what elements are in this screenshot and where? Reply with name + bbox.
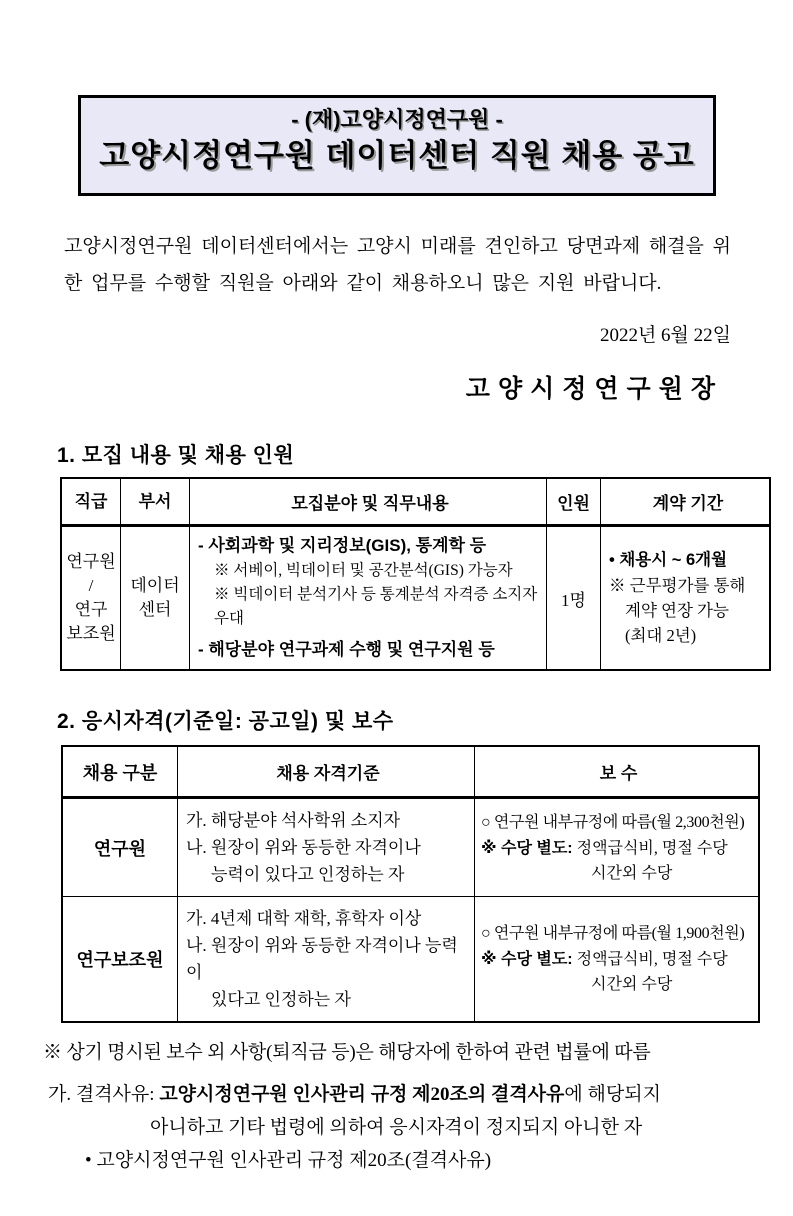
col-header-category: 채용 구분	[62, 746, 178, 798]
announcement-title: 고양시정연구원 데이터센터 직원 채용 공고	[99, 138, 695, 173]
col-header-dept: 부서	[121, 478, 190, 526]
section2-heading: 2. 응시자격(기준일: 공고일) 및 보수	[57, 710, 394, 733]
contract-period-line: • 채용시 ~ 6개월	[609, 551, 728, 569]
cell-category: 연구원	[62, 798, 178, 897]
disqualification-suffix: 에 해당되지	[564, 1084, 661, 1105]
pay-allowance-items: 정액급식비, 명절 수당	[572, 839, 728, 857]
contract-note-line: 계약 연장 가능	[625, 601, 729, 620]
cell-criteria	[178, 897, 475, 1023]
pay-amount-line: ○ 연구원 내부규정에 따름(월 2,300천원)	[481, 813, 745, 831]
col-header-duty: 모집분야 및 직무내용	[190, 478, 547, 526]
cell-dept	[121, 526, 190, 671]
cell-pay	[475, 798, 760, 897]
organization-name: - (재)고양시정연구원 -	[291, 107, 503, 132]
duty-task-line: - 해당분야 연구과제 수행 및 연구지원 등	[198, 640, 495, 659]
pay-overtime-line: 시간외 수당	[591, 864, 673, 882]
recruitment-table	[60, 477, 771, 671]
disqualification-prefix: 가. 결격사유:	[48, 1084, 160, 1105]
qualification-row-assistant	[62, 897, 759, 1023]
pay-allowance-line	[481, 947, 756, 972]
cell-rank	[61, 526, 121, 671]
contract-note-line: ※ 근무평가를 통해	[609, 576, 746, 595]
contract-note-line: (최대 2년)	[625, 626, 697, 645]
criteria-line: 나. 원장이 위와 동등한 자격이나 능력이	[186, 936, 458, 982]
pay-allowance-label: ※ 수당 별도:	[481, 839, 573, 857]
disqualification-line1	[48, 1078, 748, 1111]
rank-line: 연구원	[66, 552, 116, 571]
duty-note-line: ※ 빅데이터 분석기사 등 통계분석 자격증 소지자 우대	[214, 586, 538, 627]
pay-allowance-items: 정액급식비, 명절 수당	[572, 951, 728, 968]
criteria-line: 가. 4년제 대학 재학, 휴학자 이상	[186, 909, 422, 928]
cell-contract	[601, 526, 771, 671]
pay-allowance-line	[481, 836, 756, 861]
cell-duty	[190, 526, 547, 671]
pay-overtime-line: 시간외 수당	[591, 976, 673, 993]
disqualification-regulation: 고양시정연구원 인사관리 규정 제20조의 결격사유	[159, 1084, 565, 1105]
announcement-date: 2022년 6월 22일	[599, 325, 731, 346]
qualification-row-researcher	[62, 798, 759, 897]
criteria-line: 있다고 인정하는 자	[211, 990, 351, 1009]
section1-heading: 1. 모집 내용 및 채용 인원	[57, 444, 295, 467]
pay-footnote: ※ 상기 명시된 보수 외 사항(퇴직금 등)은 해당자에 한하여 관련 법률에 따름	[43, 1042, 651, 1063]
col-header-pay: 보 수	[475, 746, 760, 798]
cell-count: 1명	[547, 526, 601, 671]
intro-paragraph: 고양시정연구원 데이터센터에서는 고양시 미래를 견인하고 당면과제 해결을 위한 업무를 수행할 직원을 아래와 같이 채용하오니 많은 지원 바랍니다.	[64, 236, 731, 294]
cell-pay	[475, 897, 760, 1023]
col-header-rank: 직급	[61, 478, 121, 526]
col-header-criteria: 채용 자격기준	[178, 746, 475, 798]
cell-criteria	[178, 798, 475, 897]
disqualification-line2: 아니하고 기타 법령에 의하여 응시자격이 정지되지 아니한 자	[150, 1117, 643, 1138]
pay-amount-line: ○ 연구원 내부규정에 따름(월 1,900천원)	[481, 925, 745, 942]
criteria-line: 가. 해당분야 석사학위 소지자	[186, 811, 401, 830]
announcement-header-box	[78, 95, 716, 196]
duty-note-line: ※ 서베이, 빅데이터 및 공간분석(GIS) 가능자	[214, 562, 513, 579]
criteria-line: 능력이 있다고 인정하는 자	[211, 865, 405, 884]
dept-line: 데이터	[130, 576, 180, 595]
col-header-count: 인원	[547, 478, 601, 526]
recruitment-table-row	[61, 526, 770, 671]
qualification-table-header-row	[62, 746, 759, 798]
rank-line: 보조원	[66, 624, 116, 643]
qualification-pay-table	[61, 745, 760, 1023]
rank-line: 연구	[74, 600, 108, 619]
cell-category: 연구보조원	[62, 897, 178, 1023]
pay-allowance-label: ※ 수당 별도:	[481, 951, 573, 968]
criteria-line: 나. 원장이 위와 동등한 자격이나	[186, 838, 421, 857]
signature-title: 고양시정연구원장	[465, 376, 723, 403]
disqualification-note	[48, 1078, 748, 1144]
dept-line: 센터	[138, 600, 172, 619]
duty-field-line: - 사회과학 및 지리정보(GIS), 통계학 등	[198, 536, 487, 555]
recruitment-table-header-row	[61, 478, 770, 526]
rank-line: /	[88, 576, 94, 595]
regulation-bullet: • 고양시정연구원 인사관리 규정 제20조(결격사유)	[85, 1150, 492, 1171]
col-header-contract: 계약 기간	[601, 478, 771, 526]
